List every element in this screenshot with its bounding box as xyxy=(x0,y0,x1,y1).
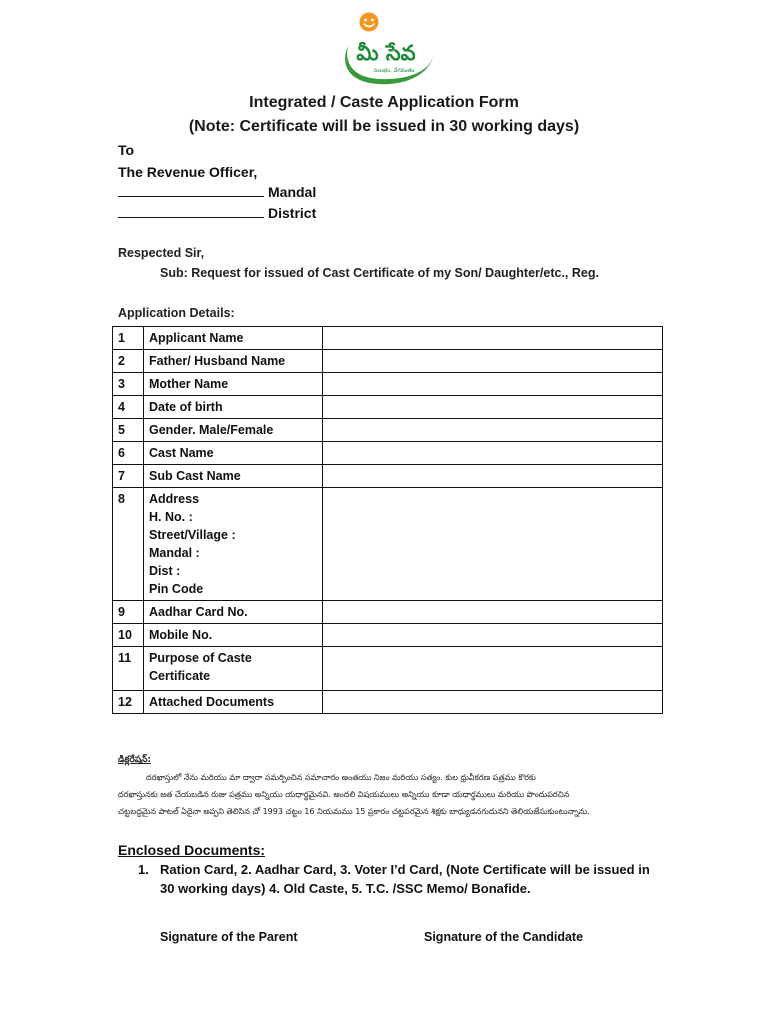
row-value-field[interactable] xyxy=(323,488,663,601)
table-row xyxy=(113,327,663,350)
table-row xyxy=(113,691,663,714)
declaration-line: చట్టబద్దమైన పాటల్ ఏదైనా అప్పని తెలిసిన చో 1993 చట్టం 16 నియమము 15 ప్రకారం చట్టపరమైన శిక్షకు బాధ్యుడనగుదునని తెలియజేసుకుంటున్నాను. xyxy=(118,807,590,816)
table-row xyxy=(113,373,663,396)
row-number: 10 xyxy=(113,624,144,647)
application-heading: Application Details: xyxy=(118,306,235,320)
declaration-heading: డిక్లరేషన్: xyxy=(118,755,152,765)
mandal-blank[interactable] xyxy=(118,184,264,197)
district-label: District xyxy=(268,205,317,221)
row-value-field[interactable] xyxy=(323,327,663,350)
form-title: Integrated / Caste Application Form xyxy=(249,94,519,111)
form-note: (Note: Certificate will be issued in 30 working days) xyxy=(188,118,580,135)
smiley-face-icon xyxy=(360,13,379,32)
salutation: Respected Sir, xyxy=(118,246,205,260)
row-value-field[interactable] xyxy=(323,624,663,647)
row-number: 7 xyxy=(113,465,144,488)
row-number: 2 xyxy=(113,350,144,373)
list-number: 1. xyxy=(138,862,149,877)
table-row xyxy=(113,396,663,419)
table-row xyxy=(113,647,663,691)
table-row xyxy=(113,624,663,647)
row-label: Address H. No. : Street/Village : Mandal : Dist : Pin Code xyxy=(144,488,323,601)
row-label: Cast Name xyxy=(144,442,323,465)
subject-line: Sub: Request for issued of Cast Certificate of my Son/ Daughter/etc., Reg. xyxy=(160,266,599,280)
row-value-field[interactable] xyxy=(323,396,663,419)
row-value-field[interactable] xyxy=(323,373,663,396)
row-label: Aadhar Card No. xyxy=(144,601,323,624)
table-row xyxy=(113,442,663,465)
table-row xyxy=(113,465,663,488)
row-number: 12 xyxy=(113,691,144,714)
row-number: 4 xyxy=(113,396,144,419)
row-label: Purpose of Caste Certificate xyxy=(144,647,323,691)
row-label: Date of birth xyxy=(144,396,323,419)
row-value-field[interactable] xyxy=(323,442,663,465)
district-line xyxy=(118,205,316,221)
table-row xyxy=(113,350,663,373)
table-row xyxy=(113,601,663,624)
row-value-field[interactable] xyxy=(323,350,663,373)
row-label: Applicant Name xyxy=(144,327,323,350)
meeseva-logo xyxy=(334,12,438,88)
row-label: Mobile No. xyxy=(144,624,323,647)
row-value-field[interactable] xyxy=(323,647,663,691)
row-label: Gender. Male/Female xyxy=(144,419,323,442)
row-label: Mother Name xyxy=(144,373,323,396)
enclosed-documents-heading: Enclosed Documents: xyxy=(118,842,266,858)
row-label: Sub Cast Name xyxy=(144,465,323,488)
logo-brand-text: మీ సేవ xyxy=(356,41,416,65)
row-number: 3 xyxy=(113,373,144,396)
candidate-signature-label: Signature of the Candidate xyxy=(424,930,584,944)
row-number: 9 xyxy=(113,601,144,624)
row-number: 6 xyxy=(113,442,144,465)
table-row xyxy=(113,419,663,442)
mandal-line xyxy=(118,184,316,200)
application-details-table xyxy=(112,326,663,714)
row-value-field[interactable] xyxy=(323,691,663,714)
mandal-label: Mandal xyxy=(268,184,317,200)
district-blank[interactable] xyxy=(118,205,264,218)
declaration-block xyxy=(118,752,663,820)
row-value-field[interactable] xyxy=(323,465,663,488)
row-number: 11 xyxy=(113,647,144,691)
row-value-field[interactable] xyxy=(323,601,663,624)
row-number: 1 xyxy=(113,327,144,350)
declaration-line: దరఖాస్తులో నేను మరియు మా ద్వారా సమర్పించిన సమాచారం అంతయు నిజం మరియు సత్యం. కుల ధ్రువీకరణ పత్రము కొరకు xyxy=(146,773,536,782)
row-number: 8 xyxy=(113,488,144,601)
address-officer: The Revenue Officer, xyxy=(118,164,258,180)
row-value-field[interactable] xyxy=(323,419,663,442)
row-label: Attached Documents xyxy=(144,691,323,714)
declaration-line: దరఖాస్తునకు జత చేయబడిన రుజు పత్రము అన్నియు యధార్థమైనవి. అందలి విషయములు అన్నియు కూడా యధార్థములు మరియు పొందుపరచిన xyxy=(118,790,570,799)
enclosed-documents-list xyxy=(138,860,658,898)
address-to: To xyxy=(118,142,135,158)
parent-signature-label: Signature of the Parent xyxy=(160,930,298,944)
row-number: 5 xyxy=(113,419,144,442)
row-label: Father/ Husband Name xyxy=(144,350,323,373)
table-row xyxy=(113,488,663,601)
enclosed-documents-text: Ration Card, 2. Aadhar Card, 3. Voter I’d Card, (Note Certificate will be issued in 30 working days) 4. Old Caste, 5. T.C. /SSC Memo/ Bonafide. xyxy=(160,862,650,896)
logo-tagline: సులభం, వేగవంతం xyxy=(373,68,415,74)
